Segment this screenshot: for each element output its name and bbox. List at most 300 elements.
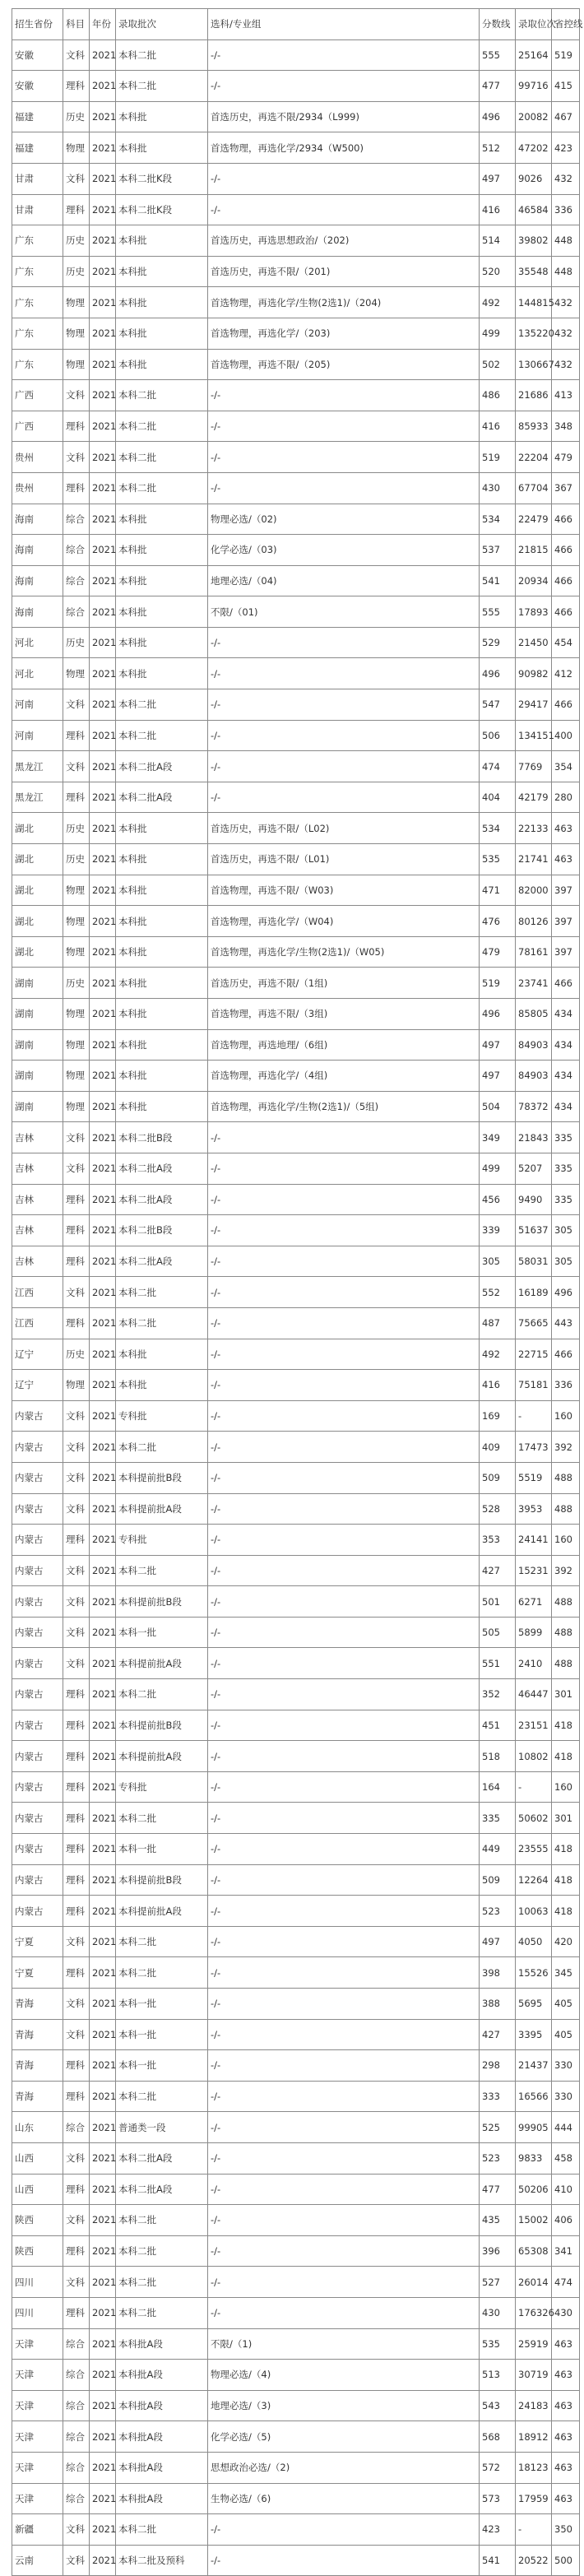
cell-batch: 本科二批 [116,2514,208,2546]
cell-batch: 本科批 [116,999,208,1030]
cell-control-line: 463 [552,2328,580,2360]
cell-year: 2021 [90,2081,116,2112]
cell-province: 内蒙古 [12,1864,63,1896]
cell-rank: 135220 [516,318,552,349]
cell-rank: 5207 [516,1153,552,1184]
cell-year: 2021 [90,565,116,596]
cell-batch: 本科二批 [116,39,208,71]
cell-year: 2021 [90,2235,116,2267]
cell-year: 2021 [90,504,116,535]
table-row [12,132,580,164]
cell-score: 423 [480,2514,516,2546]
table-row [12,1926,580,1957]
table-row [12,2050,580,2082]
table-row [12,1741,580,1772]
cell-score: 534 [480,813,516,844]
table-row [12,968,580,999]
cell-score: 555 [480,39,516,71]
cell-province: 山西 [12,2142,63,2174]
cell-batch: 本科二批A段 [116,1153,208,1184]
cell-subject: 理科 [63,194,90,225]
table-row [12,1771,580,1803]
cell-year: 2021 [90,844,116,875]
table-row [12,2142,580,2174]
cell-batch: 本科二批 [116,1679,208,1710]
cell-control-line: 463 [552,844,580,875]
cell-province: 广西 [12,380,63,411]
cell-year: 2021 [90,318,116,349]
cell-control-line: 448 [552,256,580,287]
table-body [12,39,580,2576]
table-row [12,1555,580,1586]
cell-subject: 文科 [63,1400,90,1432]
cell-subject-group: -/- [208,1679,480,1710]
cell-year: 2021 [90,658,116,689]
cell-control-line: 434 [552,1029,580,1061]
cell-subject: 综合 [63,2328,90,2360]
cell-rank: 21843 [516,1122,552,1153]
cell-score: 520 [480,256,516,287]
cell-batch: 本科提前批A段 [116,1896,208,1927]
cell-control-line: 496 [552,1277,580,1308]
cell-control-line: 330 [552,2081,580,2112]
cell-year: 2021 [90,1679,116,1710]
cell-rank: 4050 [516,1926,552,1957]
cell-subject-group: 首选历史，再选不限/（L01) [208,844,480,875]
cell-control-line: 463 [552,2390,580,2421]
cell-year: 2021 [90,906,116,937]
cell-score: 487 [480,1307,516,1339]
cell-province: 辽宁 [12,1370,63,1401]
cell-score: 499 [480,318,516,349]
cell-subject-group: -/- [208,2514,480,2546]
cell-subject: 文科 [63,1989,90,2020]
table-row [12,1370,580,1401]
cell-subject: 理科 [63,71,90,102]
cell-year: 2021 [90,1432,116,1463]
cell-rank: 22133 [516,813,552,844]
cell-subject-group: -/- [208,658,480,689]
cell-subject: 综合 [63,2390,90,2421]
cell-subject: 理科 [63,1896,90,1927]
cell-batch: 本科批A段 [116,2360,208,2391]
cell-control-line: 335 [552,1122,580,1153]
cell-province: 湖南 [12,968,63,999]
table-row [12,2483,580,2514]
cell-subject-group: 首选历史，再选不限/（1组) [208,968,480,999]
cell-subject: 综合 [63,565,90,596]
cell-score: 497 [480,1061,516,1092]
cell-rank: 75665 [516,1307,552,1339]
cell-province: 海南 [12,596,63,628]
header-year: 年份 [90,9,116,40]
table-row [12,936,580,968]
cell-subject: 历史 [63,968,90,999]
cell-year: 2021 [90,1586,116,1618]
cell-control-line: 466 [552,1339,580,1370]
cell-control-line: 448 [552,225,580,257]
cell-province: 吉林 [12,1184,63,1215]
cell-subject: 文科 [63,2514,90,2546]
cell-score: 527 [480,2267,516,2298]
cell-control-line: 444 [552,2112,580,2143]
cell-batch: 本科二批 [116,2081,208,2112]
cell-province: 湖北 [12,844,63,875]
cell-rank: 9026 [516,163,552,194]
cell-subject-group: 首选历史，再选不限/2934（L999) [208,101,480,132]
cell-year: 2021 [90,1710,116,1741]
cell-subject-group: -/- [208,1525,480,1556]
cell-subject: 文科 [63,2142,90,2174]
cell-control-line: 160 [552,1400,580,1432]
cell-province: 广东 [12,349,63,380]
cell-batch: 本科二批 [116,71,208,102]
cell-score: 523 [480,1896,516,1927]
cell-batch: 本科二批 [116,1555,208,1586]
cell-year: 2021 [90,1957,116,1989]
cell-batch: 本科二批 [116,411,208,442]
table-row [12,39,580,71]
cell-year: 2021 [90,813,116,844]
cell-score: 501 [480,1586,516,1618]
cell-batch: 本科批 [116,844,208,875]
cell-subject-group: 化学必选/（03) [208,535,480,566]
cell-score: 427 [480,2019,516,2050]
cell-province: 陕西 [12,2235,63,2267]
cell-subject-group: -/- [208,1803,480,1834]
cell-subject: 历史 [63,813,90,844]
cell-batch: 本科批 [116,1091,208,1122]
cell-year: 2021 [90,101,116,132]
table-row [12,565,580,596]
cell-score: 427 [480,1555,516,1586]
cell-rank: 99905 [516,2112,552,2143]
cell-year: 2021 [90,2142,116,2174]
cell-control-line: 301 [552,1803,580,1834]
cell-score: 451 [480,1710,516,1741]
cell-batch: 本科二批 [116,380,208,411]
cell-year: 2021 [90,1370,116,1401]
cell-batch: 专科批 [116,1771,208,1803]
table-row [12,1122,580,1153]
cell-subject-group: -/- [208,2205,480,2236]
cell-subject-group: -/- [208,2050,480,2082]
cell-rank: 80126 [516,906,552,937]
cell-control-line: 418 [552,1896,580,1927]
cell-batch: 本科二批B段 [116,1215,208,1246]
cell-subject: 理科 [63,1771,90,1803]
cell-province: 吉林 [12,1215,63,1246]
cell-province: 湖南 [12,1091,63,1122]
cell-subject: 物理 [63,287,90,318]
cell-score: 305 [480,1246,516,1277]
cell-province: 甘肃 [12,163,63,194]
cell-rank: 17959 [516,2483,552,2514]
cell-province: 甘肃 [12,194,63,225]
cell-province: 广东 [12,287,63,318]
cell-score: 477 [480,2174,516,2205]
cell-subject: 理科 [63,1184,90,1215]
cell-province: 内蒙古 [12,1586,63,1618]
cell-score: 518 [480,1741,516,1772]
cell-batch: 本科批 [116,1339,208,1370]
cell-subject-group: -/- [208,2142,480,2174]
cell-control-line: 463 [552,813,580,844]
cell-year: 2021 [90,1741,116,1772]
cell-subject: 综合 [63,2112,90,2143]
cell-rank: 22204 [516,442,552,473]
cell-subject-group: -/- [208,1957,480,1989]
cell-rank: 84903 [516,1061,552,1092]
cell-score: 535 [480,844,516,875]
cell-control-line: 392 [552,1555,580,1586]
cell-subject: 物理 [63,1061,90,1092]
cell-batch: 本科二批 [116,442,208,473]
cell-batch: 本科批 [116,132,208,164]
cell-province: 宁夏 [12,1957,63,1989]
cell-year: 2021 [90,1803,116,1834]
table-row [12,751,580,782]
table-row [12,2081,580,2112]
cell-province: 贵州 [12,442,63,473]
cell-score: 568 [480,2421,516,2453]
cell-subject: 综合 [63,2360,90,2391]
cell-batch: 本科二批A段 [116,751,208,782]
cell-subject: 文科 [63,442,90,473]
cell-control-line: 466 [552,504,580,535]
cell-score: 349 [480,1122,516,1153]
cell-batch: 本科一批 [116,1989,208,2020]
cell-control-line: 434 [552,999,580,1030]
cell-score: 430 [480,472,516,504]
table-row [12,2267,580,2298]
cell-year: 2021 [90,1122,116,1153]
admission-score-table [12,8,583,2576]
cell-subject: 综合 [63,535,90,566]
cell-year: 2021 [90,1771,116,1803]
cell-subject: 理科 [63,1307,90,1339]
cell-subject-group: -/- [208,1493,480,1525]
table-row [12,1277,580,1308]
cell-batch: 本科批 [116,287,208,318]
cell-province: 内蒙古 [12,1896,63,1927]
cell-subject-group: 物理必选/（02) [208,504,480,535]
cell-score: 534 [480,504,516,535]
cell-subject-group: -/- [208,720,480,751]
cell-batch: 普通类一段 [116,2112,208,2143]
cell-batch: 本科批 [116,565,208,596]
cell-subject: 历史 [63,1339,90,1370]
cell-province: 江西 [12,1277,63,1308]
cell-subject-group: 首选物理，再选不限/（3组) [208,999,480,1030]
cell-subject: 综合 [63,2452,90,2483]
cell-province: 内蒙古 [12,1710,63,1741]
cell-subject: 文科 [63,1432,90,1463]
cell-score: 456 [480,1184,516,1215]
table-row [12,813,580,844]
cell-year: 2021 [90,1555,116,1586]
cell-year: 2021 [90,1525,116,1556]
cell-rank: 7769 [516,751,552,782]
cell-rank: 20934 [516,565,552,596]
cell-subject-group: -/- [208,1989,480,2020]
cell-control-line: 341 [552,2235,580,2267]
cell-subject-group: 不限/（1) [208,2328,480,2360]
cell-subject-group: -/- [208,2267,480,2298]
cell-province: 内蒙古 [12,1525,63,1556]
cell-batch: 本科批 [116,318,208,349]
cell-subject: 历史 [63,627,90,658]
table-row [12,906,580,937]
cell-control-line: 432 [552,318,580,349]
cell-control-line: 519 [552,39,580,71]
cell-batch: 本科二批 [116,1277,208,1308]
cell-subject-group: -/- [208,782,480,813]
cell-control-line: 305 [552,1246,580,1277]
cell-rank: - [516,1771,552,1803]
table-header-row [12,9,580,40]
cell-subject-group: -/- [208,2545,480,2576]
table-row [12,1432,580,1463]
cell-rank: 42179 [516,782,552,813]
cell-province: 湖南 [12,999,63,1030]
cell-rank: 6271 [516,1586,552,1618]
cell-control-line: 488 [552,1493,580,1525]
cell-subject-group: -/- [208,472,480,504]
cell-subject: 物理 [63,318,90,349]
cell-subject-group: 首选物理，再选不限/（W03) [208,875,480,906]
admission-score-table-container [12,8,583,2576]
cell-year: 2021 [90,1493,116,1525]
table-row [12,504,580,535]
cell-batch: 本科提前批A段 [116,1648,208,1679]
cell-rank: 25164 [516,39,552,71]
cell-batch: 本科二批 [116,2297,208,2328]
cell-province: 广东 [12,318,63,349]
cell-year: 2021 [90,380,116,411]
cell-rank: 30719 [516,2360,552,2391]
cell-score: 497 [480,1029,516,1061]
cell-subject-group: -/- [208,1432,480,1463]
cell-year: 2021 [90,1277,116,1308]
cell-province: 天津 [12,2360,63,2391]
cell-score: 519 [480,442,516,473]
cell-subject-group: -/- [208,1153,480,1184]
cell-subject: 文科 [63,2205,90,2236]
cell-control-line: 463 [552,2421,580,2453]
cell-rank: - [516,1400,552,1432]
cell-year: 2021 [90,1462,116,1493]
cell-score: 502 [480,349,516,380]
cell-rank: 26014 [516,2267,552,2298]
cell-batch: 本科批 [116,596,208,628]
cell-rank: 176326 [516,2297,552,2328]
cell-rank: 9833 [516,2142,552,2174]
cell-rank: 35548 [516,256,552,287]
cell-batch: 本科二批及预科 [116,2545,208,2576]
cell-batch: 本科二批 [116,472,208,504]
cell-year: 2021 [90,2205,116,2236]
cell-province: 广东 [12,256,63,287]
table-row [12,1246,580,1277]
cell-year: 2021 [90,1834,116,1865]
cell-province: 天津 [12,2483,63,2514]
header-rank: 录取位次 [516,9,552,40]
cell-year: 2021 [90,1339,116,1370]
cell-control-line: 335 [552,1153,580,1184]
cell-score: 479 [480,936,516,968]
cell-subject-group: 地理必选/（3) [208,2390,480,2421]
cell-score: 492 [480,287,516,318]
cell-year: 2021 [90,1184,116,1215]
cell-province: 天津 [12,2452,63,2483]
cell-rank: 85805 [516,999,552,1030]
cell-score: 477 [480,71,516,102]
cell-year: 2021 [90,349,116,380]
cell-batch: 本科二批 [116,1926,208,1957]
cell-score: 519 [480,968,516,999]
cell-subject: 理科 [63,1525,90,1556]
cell-province: 广东 [12,225,63,257]
cell-control-line: 406 [552,2205,580,2236]
cell-subject: 综合 [63,2421,90,2453]
cell-rank: 15002 [516,2205,552,2236]
cell-batch: 本科提前批A段 [116,1741,208,1772]
cell-subject-group: -/- [208,1864,480,1896]
cell-score: 471 [480,875,516,906]
cell-subject: 综合 [63,504,90,535]
cell-batch: 本科二批A段 [116,2174,208,2205]
cell-subject-group: -/- [208,380,480,411]
cell-rank: 58031 [516,1246,552,1277]
cell-batch: 本科二批B段 [116,1122,208,1153]
table-row [12,163,580,194]
cell-score: 497 [480,163,516,194]
cell-batch: 本科批 [116,256,208,287]
cell-rank: 5695 [516,1989,552,2020]
cell-year: 2021 [90,1246,116,1277]
table-row [12,442,580,473]
cell-subject: 理科 [63,1679,90,1710]
cell-batch: 本科批 [116,1061,208,1092]
cell-score: 505 [480,1617,516,1648]
cell-year: 2021 [90,1926,116,1957]
cell-subject-group: 首选物理，再选不限/（205) [208,349,480,380]
cell-batch: 本科二批 [116,720,208,751]
cell-control-line: 466 [552,968,580,999]
cell-province: 吉林 [12,1122,63,1153]
cell-score: 396 [480,2235,516,2267]
cell-control-line: 410 [552,2174,580,2205]
header-batch: 录取批次 [116,9,208,40]
cell-batch: 本科批 [116,906,208,937]
cell-province: 山西 [12,2174,63,2205]
cell-batch: 本科二批A段 [116,1246,208,1277]
cell-control-line: 418 [552,1864,580,1896]
cell-batch: 本科批 [116,936,208,968]
table-row [12,782,580,813]
cell-year: 2021 [90,2019,116,2050]
cell-year: 2021 [90,2267,116,2298]
cell-subject: 文科 [63,2267,90,2298]
table-row [12,720,580,751]
cell-subject: 文科 [63,380,90,411]
cell-year: 2021 [90,1864,116,1896]
cell-province: 四川 [12,2297,63,2328]
cell-score: 509 [480,1864,516,1896]
cell-batch: 本科批 [116,1029,208,1061]
table-row [12,2545,580,2576]
